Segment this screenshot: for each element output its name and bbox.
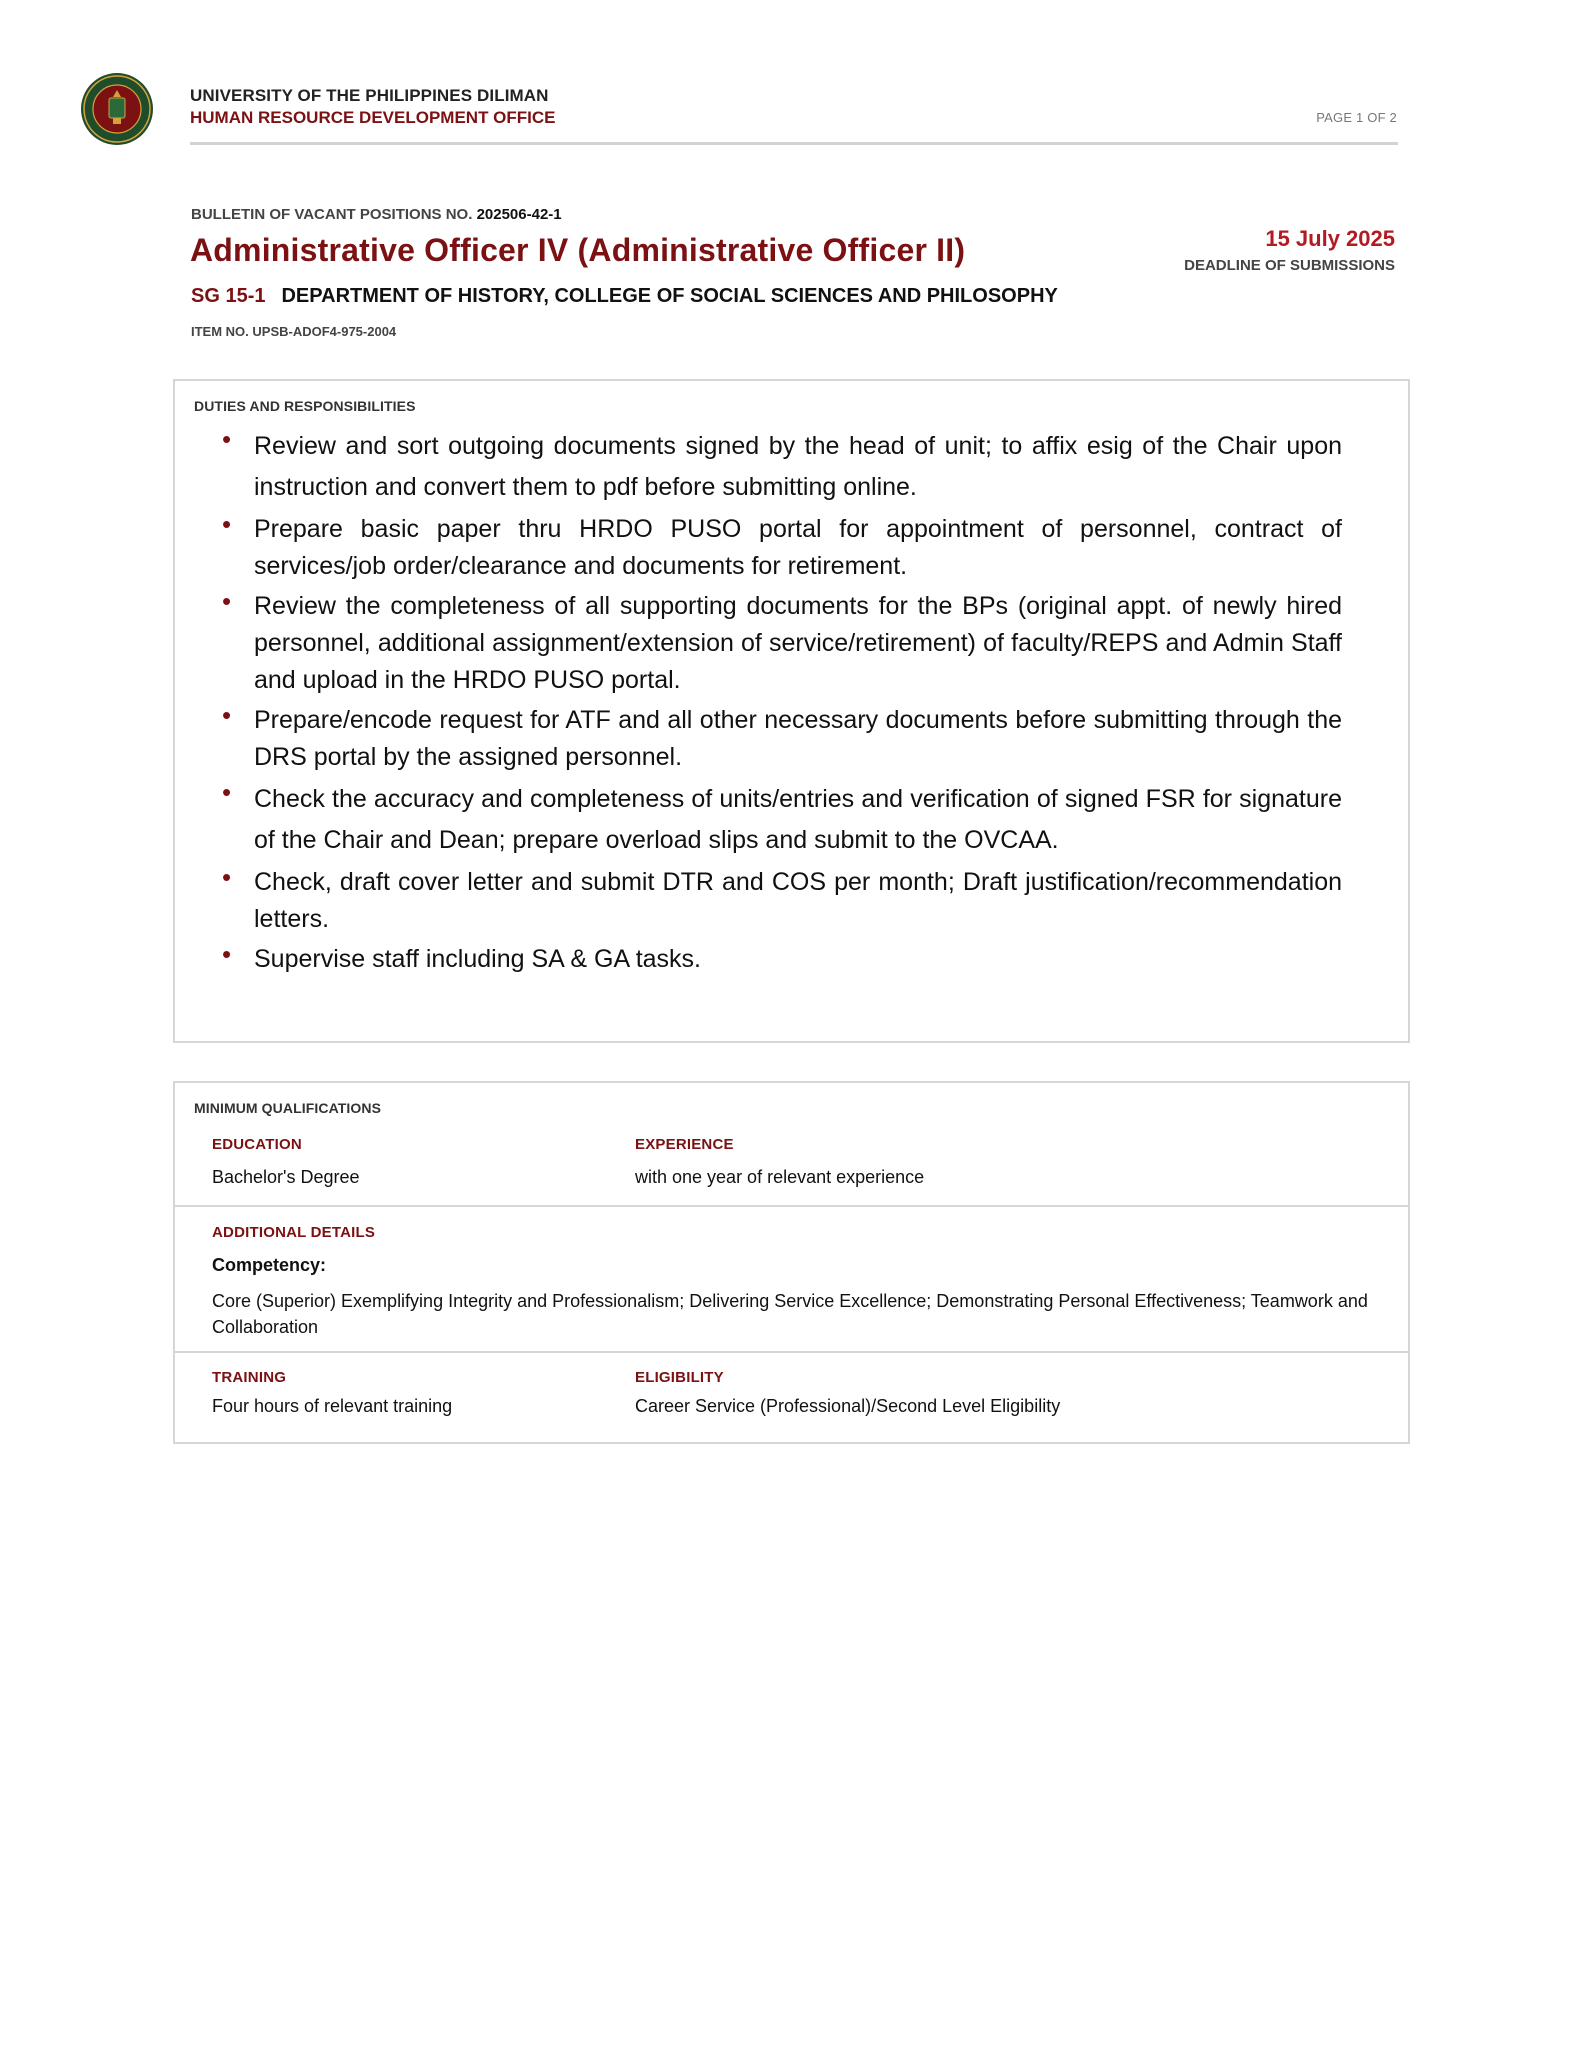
salary-grade: SG 15-1 <box>191 285 266 307</box>
page-number: PAGE 1 OF 2 <box>1316 110 1397 125</box>
additional-details-row <box>175 1207 1408 1353</box>
experience-label: EXPERIENCE <box>635 1136 734 1153</box>
training-eligibility-row <box>175 1353 1408 1442</box>
bullet-icon: • <box>222 939 232 969</box>
list-item: • Prepare basic paper thru HRDO PUSO portal for appointment of personnel, contract of services/job order/clearance and documents for retirement. <box>220 511 1342 585</box>
position-title: Administrative Officer IV (Administrative Officer II) <box>190 232 966 268</box>
training-label: TRAINING <box>212 1369 287 1386</box>
bullet-icon: • <box>222 424 232 454</box>
duties-list <box>220 426 1342 978</box>
training-column <box>212 1369 452 1417</box>
up-seal-icon <box>80 72 154 146</box>
office-name: HUMAN RESOURCE DEVELOPMENT OFFICE <box>190 108 556 127</box>
qualifications-section <box>173 1081 1410 1444</box>
salary-grade-line <box>191 285 1058 308</box>
education-experience-row <box>175 1083 1408 1207</box>
list-item: • Review and sort outgoing documents signed by the head of unit; to affix esig of the Chair upon instruction and convert them to pdf before submitting online. <box>220 426 1342 508</box>
bulletin-no: 202506-42-1 <box>476 206 562 223</box>
list-item: • Prepare/encode request for ATF and all other necessary documents before submitting through the DRS portal by the assigned personnel. <box>220 702 1342 776</box>
bullet-icon: • <box>222 509 232 539</box>
header-divider <box>190 142 1398 145</box>
education-label: EDUCATION <box>212 1136 302 1153</box>
competency-value: Core (Superior) Exemplifying Integrity and Professionalism; Delivering Service Excellence; Demonstrating Personal Effectiveness; Teamwork and Collaboration <box>212 1291 1368 1337</box>
bullet-icon: • <box>222 586 232 616</box>
list-item: • Check, draft cover letter and submit DTR and COS per month; Draft justification/recommendation letters. <box>220 864 1342 938</box>
bullet-icon: • <box>222 777 232 807</box>
deadline-label: DEADLINE OF SUBMISSIONS <box>1184 257 1395 274</box>
additional-details-label: ADDITIONAL DETAILS <box>212 1224 376 1241</box>
list-item: • Check the accuracy and completeness of units/entries and verification of signed FSR for signature of the Chair and Dean; prepare overload slips and submit to the OVCAA. <box>220 779 1342 861</box>
department-name: DEPARTMENT OF HISTORY, COLLEGE OF SOCIAL SCIENCES AND PHILOSOPHY <box>281 285 1058 307</box>
additional-details-column <box>212 1224 1382 1340</box>
deadline-date: 15 July 2025 <box>1265 226 1395 251</box>
experience-value: with one year of relevant experience <box>635 1167 925 1187</box>
eligibility-label: ELIGIBILITY <box>635 1369 724 1386</box>
organization-header <box>190 85 556 129</box>
eligibility-column <box>635 1369 1060 1417</box>
list-item: • Supervise staff including SA & GA tasks. <box>220 941 1342 978</box>
list-item: • Review the completeness of all supporting documents for the BPs (original appt. of newly hired personnel, additional assignment/extension of service/retirement) of faculty/REPS and Admin Staff and upload in the HRDO PUSO portal. <box>220 588 1342 699</box>
education-value: Bachelor's Degree <box>212 1167 360 1187</box>
duties-heading: DUTIES AND RESPONSIBILITIES <box>194 398 416 414</box>
education-column <box>212 1136 360 1188</box>
qualifications-heading: MINIMUM QUALIFICATIONS <box>194 1100 382 1116</box>
bulletin-label: BULLETIN OF VACANT POSITIONS NO. <box>191 206 477 223</box>
item-number: ITEM NO. UPSB-ADOF4-975-2004 <box>191 324 397 339</box>
competency-label: Competency: <box>212 1255 327 1275</box>
bullet-icon: • <box>222 862 232 892</box>
eligibility-value: Career Service (Professional)/Second Level Eligibility <box>635 1396 1061 1416</box>
duties-section <box>173 379 1410 1043</box>
experience-column <box>635 1136 924 1188</box>
university-name: UNIVERSITY OF THE PHILIPPINES DILIMAN <box>190 86 549 105</box>
training-value: Four hours of relevant training <box>212 1396 453 1416</box>
bulletin-number <box>191 206 562 223</box>
bullet-icon: • <box>222 700 232 730</box>
